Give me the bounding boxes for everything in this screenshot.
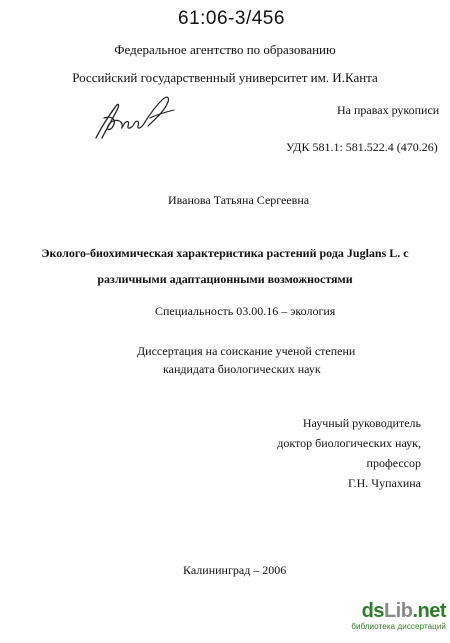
city-year: Калининград – 2006 (183, 563, 287, 577)
logo-part-net: .net (412, 600, 446, 622)
university-name: Российский государственный университет им. И.Канта (72, 70, 378, 85)
udc-code: УДК 581.1: 581.522.4 (470.26) (286, 140, 438, 154)
logo-part-lib: Lib (383, 600, 413, 622)
handwritten-signature (90, 88, 180, 146)
degree-statement-line1: Диссертация на соискание ученой степени (137, 344, 356, 358)
specialty: Специальность 03.00.16 – экология (155, 304, 336, 318)
author-name: Иванова Татьяна Сергеевна (168, 193, 310, 207)
logo-part-ds: ds (361, 600, 384, 622)
supervisor-degree: доктор биологических наук, (277, 436, 421, 450)
dissertation-title-line1: Эколого-биохимическая характеристика растений рода Juglans L. с (41, 246, 409, 260)
supervisor-role: Научный руководитель (302, 416, 421, 430)
watermark-logo (350, 601, 446, 621)
agency-name: Федеральное агентство по образованию (114, 42, 336, 57)
supervisor-name: Г.Н. Чупахина (348, 476, 421, 490)
dslib-watermark (350, 601, 446, 631)
archive-code: 61:06-3/456 (178, 8, 285, 29)
manuscript-rights-note: На правах рукописи (337, 103, 440, 117)
supervisor-block (277, 413, 421, 493)
watermark-subtitle: библиотека диссертаций (351, 622, 446, 631)
degree-statement-line2: кандидата биологических наук (163, 362, 321, 376)
supervisor-rank: профессор (366, 456, 421, 470)
dissertation-title-line2: различными адаптационными возможностями (97, 272, 353, 286)
